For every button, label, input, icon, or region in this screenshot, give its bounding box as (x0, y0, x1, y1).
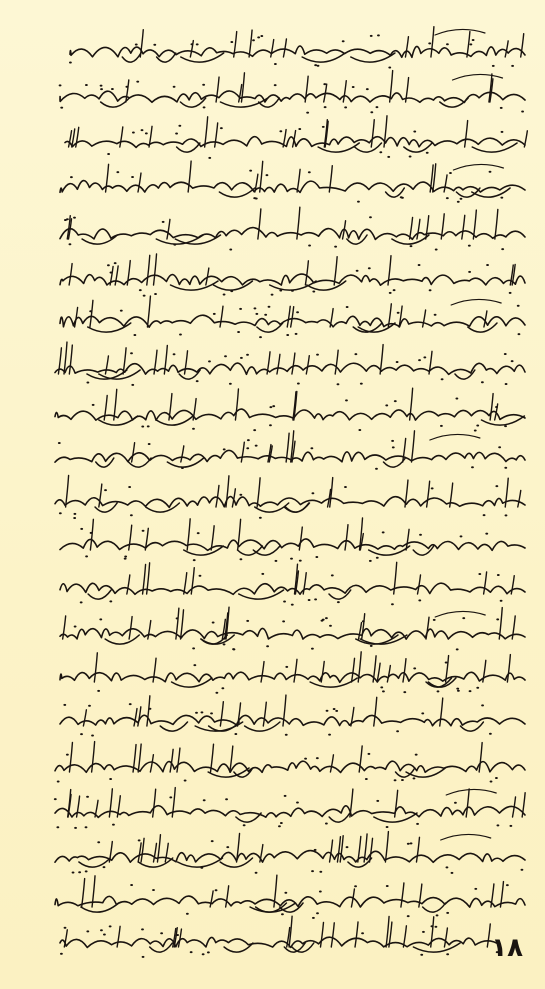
page-number: ۱۸ (491, 933, 523, 963)
manuscript-line (55, 475, 525, 518)
manuscript-line (59, 71, 525, 114)
manuscript-line (55, 388, 525, 431)
manuscript-line (60, 607, 525, 650)
manuscript-line (65, 116, 527, 159)
manuscript-line (55, 342, 525, 386)
manuscript-line (55, 431, 525, 470)
manuscript-line (60, 695, 525, 736)
manuscript-line (54, 788, 525, 829)
manuscript-line (55, 742, 525, 783)
manuscript-line (60, 207, 525, 250)
manuscript-line (69, 27, 525, 69)
manuscript-line (60, 916, 500, 958)
manuscript-line (60, 296, 525, 338)
manuscript-line (55, 875, 525, 919)
manuscript-line (60, 161, 525, 203)
manuscript-line (60, 652, 525, 694)
manuscript-line (55, 832, 525, 874)
manuscript-line (60, 518, 525, 562)
manuscript-line (60, 254, 525, 297)
manuscript-line (60, 562, 525, 605)
